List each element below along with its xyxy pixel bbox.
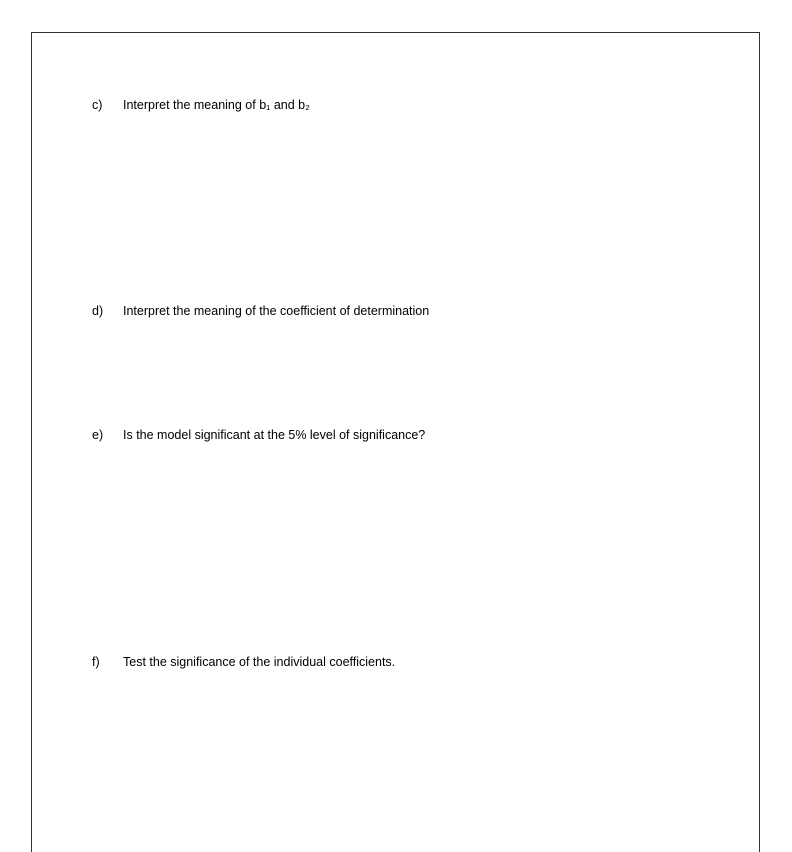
question-d (92, 304, 429, 318)
document-page (31, 32, 760, 852)
question-text: Is the model significant at the 5% level of significance? (123, 428, 426, 442)
question-f (92, 655, 395, 669)
question-text: Interpret the meaning of the coefficient of determination (123, 304, 430, 318)
question-text: Interpret the meaning of b₁ and b₂ (123, 98, 310, 112)
question-label: d) (92, 304, 104, 318)
question-text: Test the significance of the individual coefficients. (123, 655, 396, 669)
question-label: e) (92, 428, 104, 442)
question-c (92, 98, 310, 112)
question-e (92, 428, 425, 442)
question-label: c) (92, 98, 103, 112)
question-label: f) (92, 655, 100, 669)
